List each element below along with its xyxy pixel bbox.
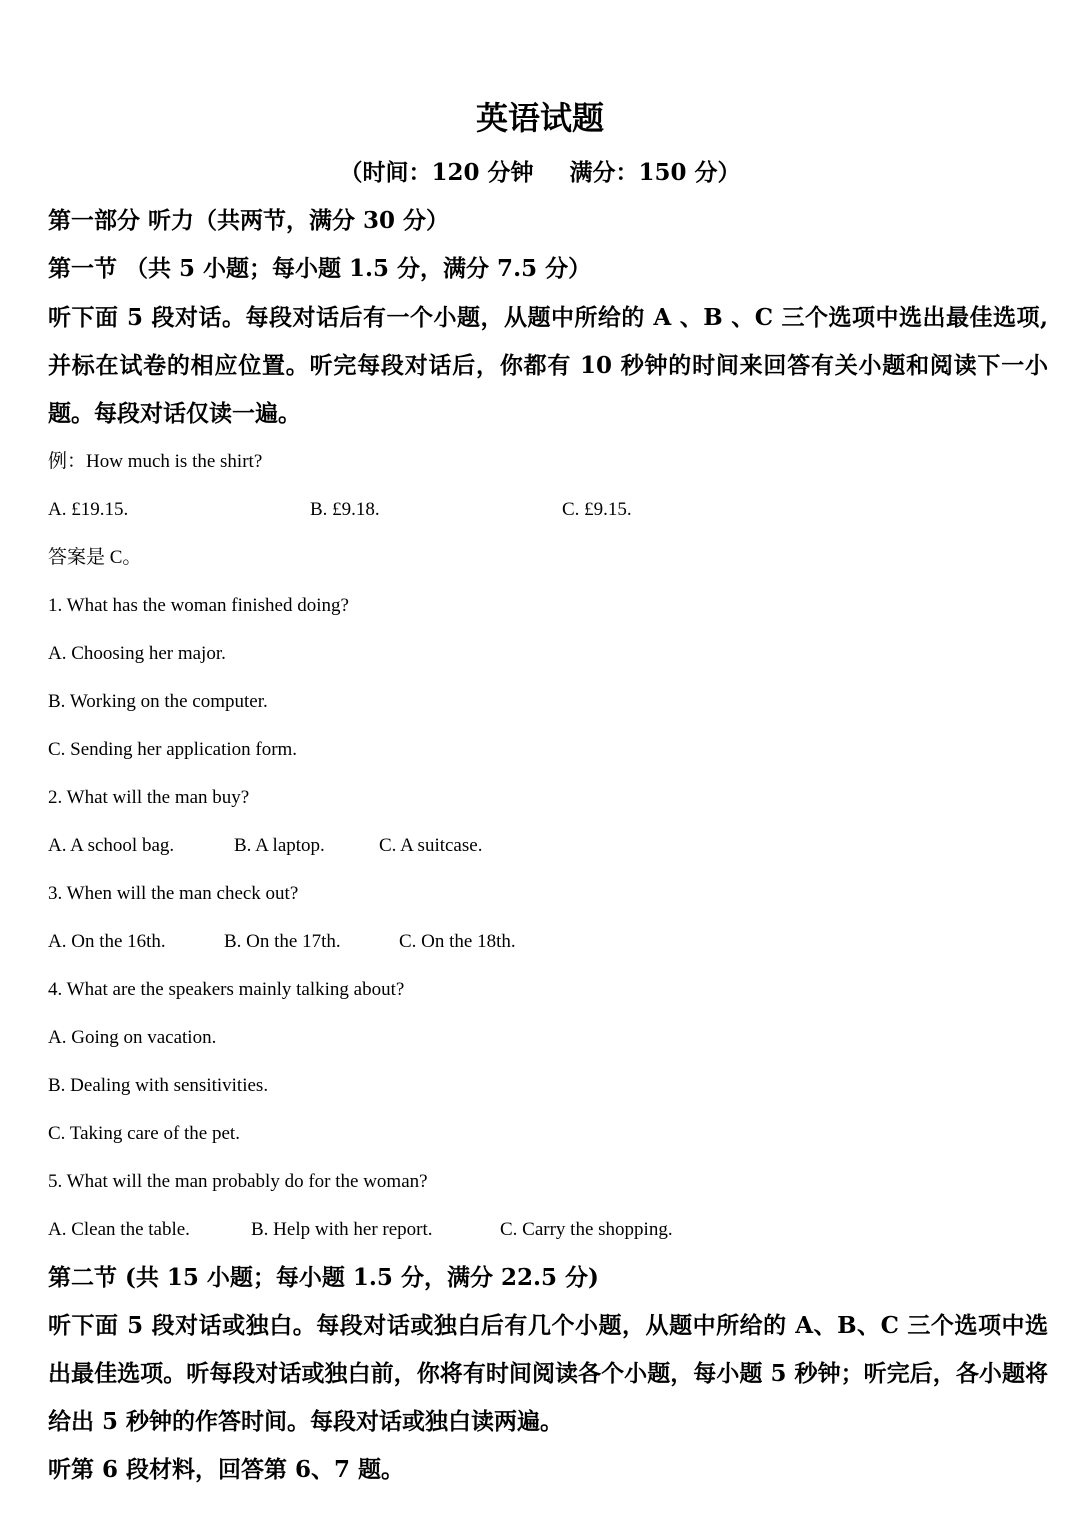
question-3: 3. When will the man check out? [48, 883, 299, 904]
question-2-option-b: B. A laptop. [234, 835, 325, 856]
question-1: 1. What has the woman finished doing? [48, 595, 349, 616]
question-2-option-c: C. A suitcase. [379, 835, 483, 856]
section2-instruction: 听下面 5 段对话或独白。每段对话或独白后有几个小题，从题中所给的 A、B、C 三个选项中选出最佳选项。听每段对话或独白前，你将有时间阅读各个小题，每小题 5 秒钟；听完后，各小题将给出 5 秒钟的作答时间。每段对话或独白读两遍。 [48, 1312, 1048, 1435]
exam-time: （时间：120 分钟 [339, 159, 534, 186]
question-4: 4. What are the speakers mainly talking about? [48, 979, 405, 1000]
example-answer: 答案是 C。 [48, 547, 142, 568]
question-3-option-c: C. On the 18th. [399, 931, 516, 952]
question-1-option-c: C. Sending her application form. [48, 739, 298, 760]
section1-heading: 第一节 （共 5 小题；每小题 1.5 分，满分 7.5 分） [48, 255, 592, 282]
question-5: 5. What will the man probably do for the woman? [48, 1171, 428, 1192]
example-option-c: C. £9.15. [562, 499, 632, 520]
question-5-option-b: B. Help with her report. [251, 1219, 433, 1240]
section1-instruction: 听下面 5 段对话。每段对话后有一个小题，从题中所给的 A 、B 、C 三个选项中选出最佳选项,并标在试卷的相应位置。听完每段对话后，你都有 10 秒钟的时间来回答有关小题和阅读下一小题。每段对话仅读一遍。 [48, 304, 1048, 427]
question-4-option-c: C. Taking care of the pet. [48, 1123, 240, 1144]
material-6-heading: 听第 6 段材料，回答第 6、7 题。 [48, 1456, 405, 1483]
question-2: 2. What will the man buy? [48, 787, 250, 808]
question-2-option-a: A. A school bag. [48, 835, 175, 856]
question-1-option-a: A. Choosing her major. [48, 643, 226, 664]
example-question: 例：How much is the shirt? [48, 451, 263, 472]
question-5-option-c: C. Carry the shopping. [500, 1219, 673, 1240]
question-1-option-b: B. Working on the computer. [48, 691, 268, 712]
example-option-b: B. £9.18. [310, 499, 380, 520]
question-3-option-a: A. On the 16th. [48, 931, 166, 952]
question-4-option-a: A. Going on vacation. [48, 1027, 217, 1048]
question-5-option-a: A. Clean the table. [48, 1219, 190, 1240]
question-4-option-b: B. Dealing with sensitivities. [48, 1075, 269, 1096]
part1-heading: 第一部分 听力（共两节，满分 30 分） [48, 207, 450, 234]
page-title: 英语试题 [475, 99, 604, 137]
section2-heading: 第二节 (共 15 小题；每小题 1.5 分，满分 22.5 分) [48, 1264, 599, 1291]
question-3-option-b: B. On the 17th. [224, 931, 341, 952]
exam-time-score [0, 153, 1080, 193]
example-option-a: A. £19.15. [48, 499, 129, 520]
exam-score: 满分：150 分） [569, 159, 741, 186]
